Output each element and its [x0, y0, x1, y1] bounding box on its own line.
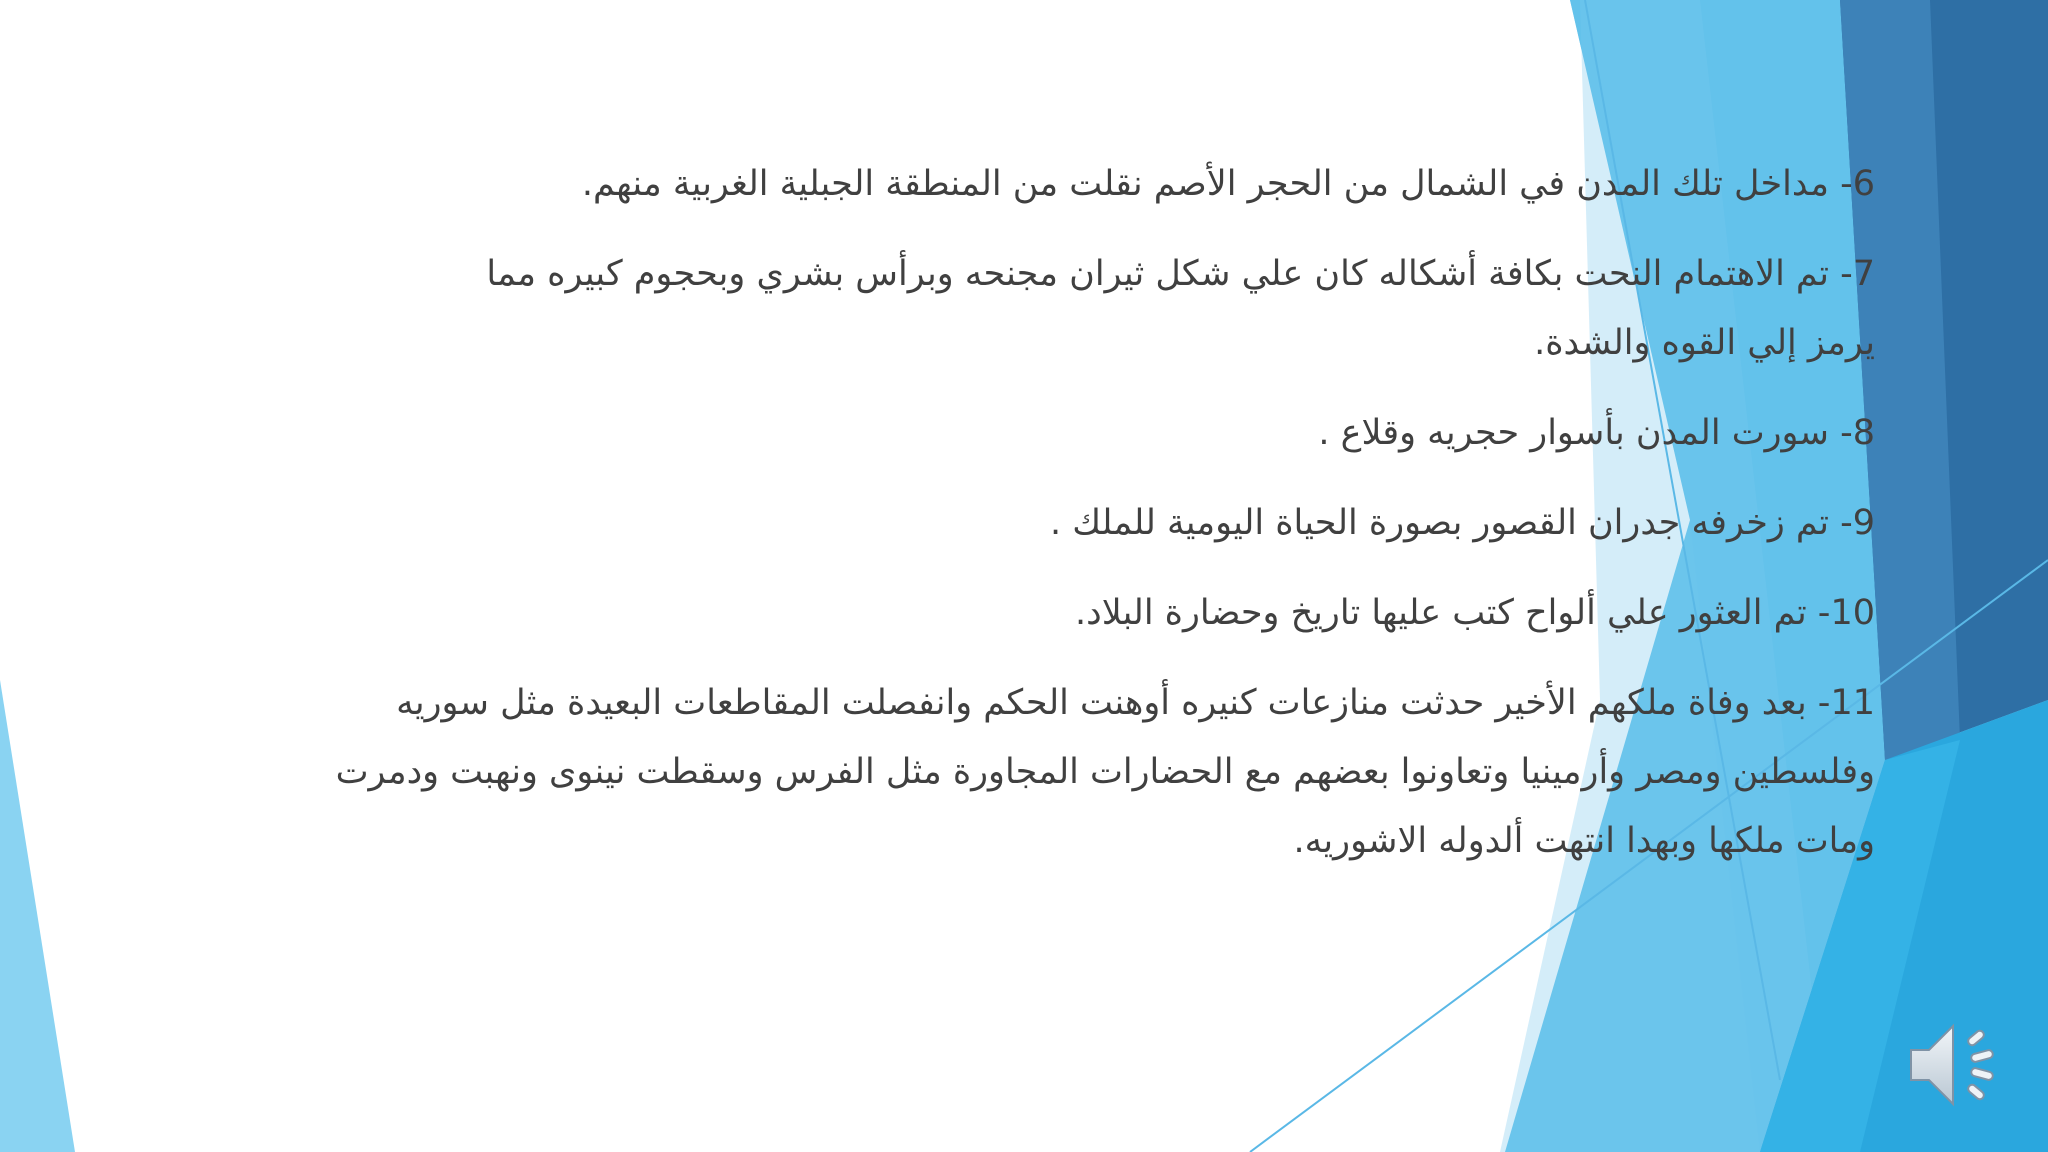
speaker-icon[interactable] [1905, 1012, 2011, 1118]
paragraph-8: 8- سورت المدن بأسوار حجريه وقلاع . [1318, 413, 1875, 453]
left-accent-shape [0, 680, 75, 1152]
paragraph-6: 6- مداخل تلك المدن في الشمال من الحجر الأصم نقلت من المنطقة الجبلية الغربية منهم. [581, 164, 1875, 204]
paragraph-9: 9- تم زخرفه جدران القصور بصورة الحياة اليومية للملك . [1050, 503, 1875, 543]
paragraph-11: 11- بعد وفاة ملكهم الأخير حدثت منازعات كنيره أوهنت الحكم وانفصلت المقاطعات البعيدة مثل سوريه وفلسطين ومصر وأرمينيا وتعاونوا بعضهم مع الحضارات المجاورة مثل الفرس وسقطت نينوى ونهبت ودمرت ومات ملكها وبهدا انتهت ألدوله الاشوريه. [335, 683, 1875, 861]
paragraph-10: 10- تم العثور علي ألواح كتب عليها تاريخ وحضارة البلاد. [1075, 593, 1875, 633]
slide-body [275, 150, 1875, 897]
paragraph-7: 7- تم الاهتمام النحت بكافة أشكاله كان علي شكل ثيران مجنحه وبرأس بشري وبحجوم كبيره مما يرمز إلي القوه والشدة. [486, 254, 1875, 363]
